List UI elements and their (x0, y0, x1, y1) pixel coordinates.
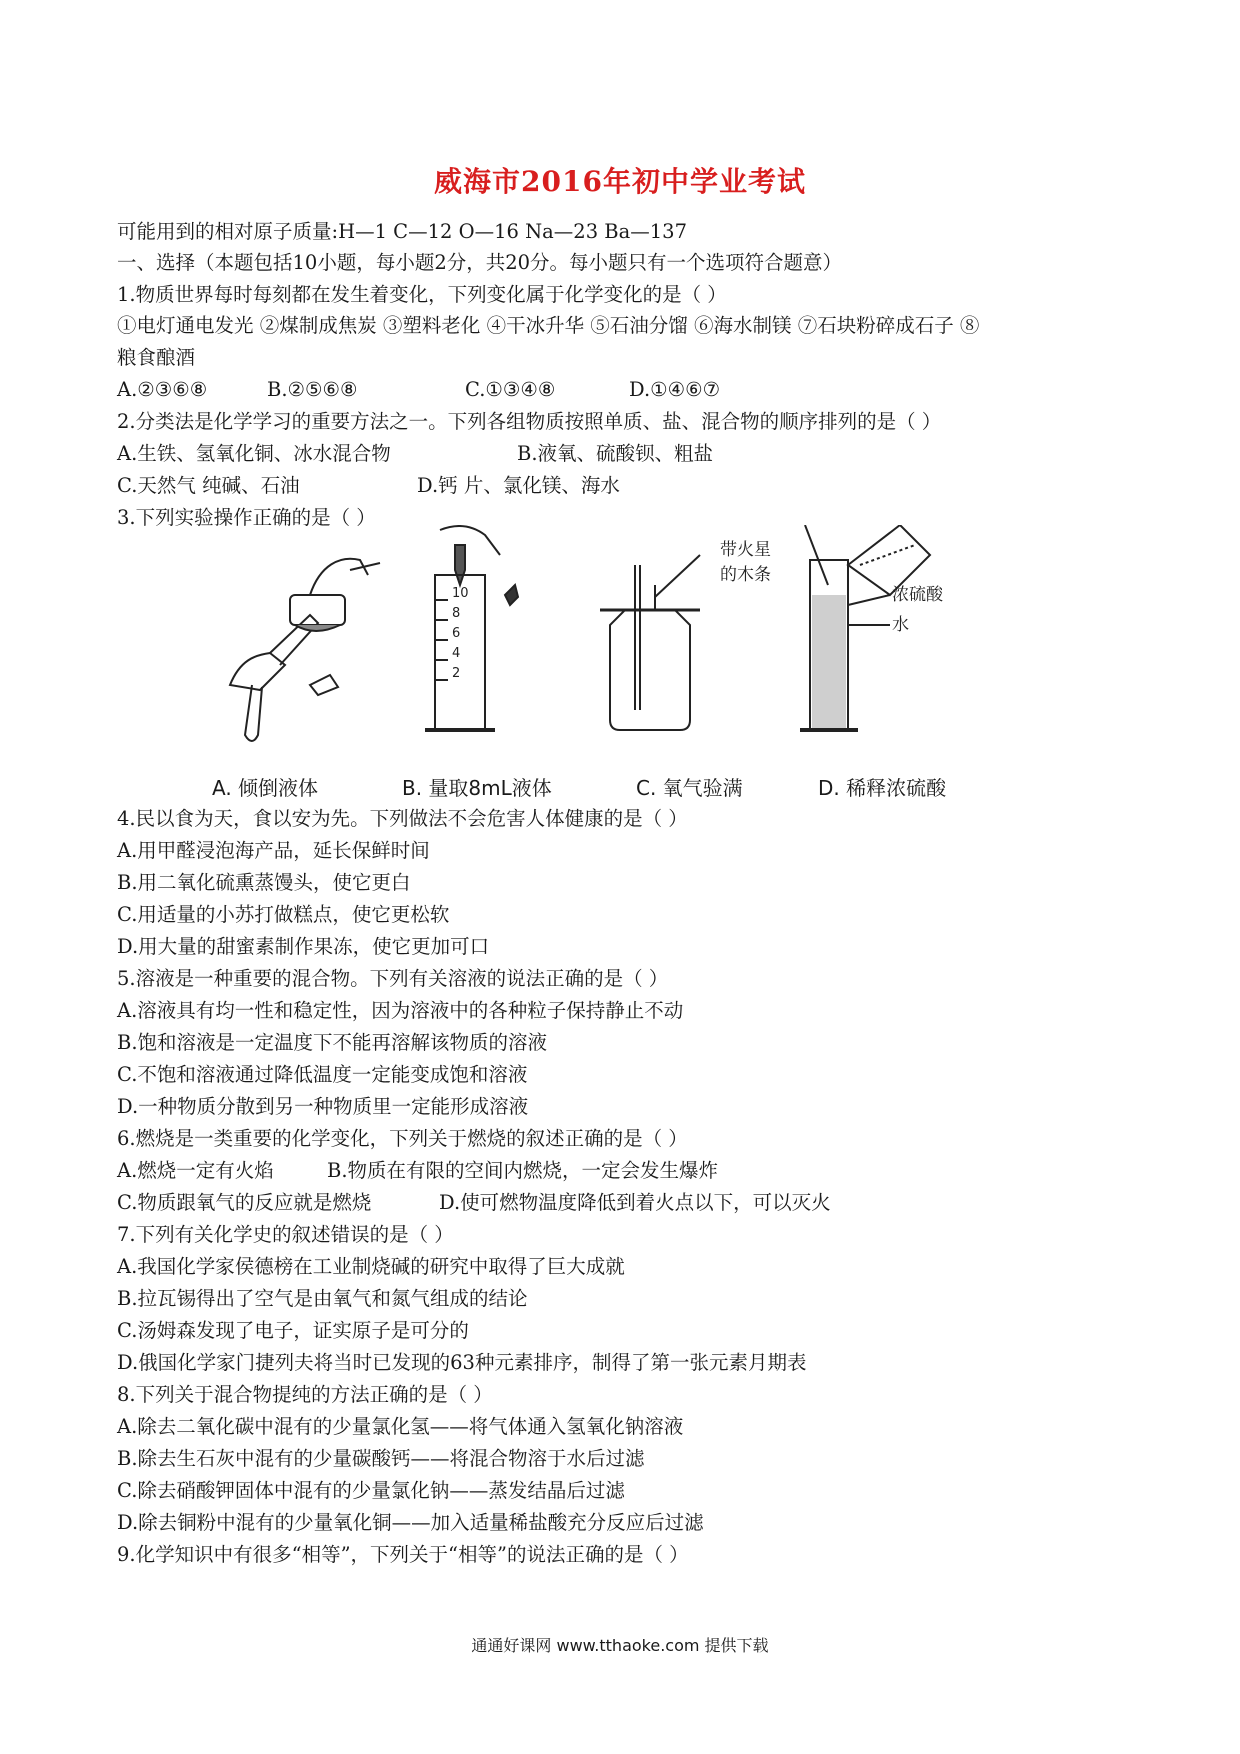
q2-option-d: D.钙 片、氯化镁、海水 (417, 474, 620, 497)
q5-stem: 5.溶液是一种重要的混合物。下列有关溶液的说法正确的是（ ） (117, 967, 669, 990)
q1-items-line2: 粮食酿酒 (117, 346, 196, 369)
q5-option-c: C.不饱和溶液通过降低温度一定能变成饱和溶液 (117, 1063, 528, 1086)
q1-items-line1: ①电灯通电发光 ②煤制成焦炭 ③塑料老化 ④干冰升华 ⑤石油分馏 ⑥海水制镁 ⑦石块粉碎成石子 ⑧ (117, 314, 980, 337)
q4-option-a: A.用甲醛浸泡海产品，延长保鲜时间 (117, 839, 430, 862)
caption-c: C. 氧气验满 (636, 776, 743, 800)
scale-6: 6 (452, 626, 461, 641)
q5-option-d: D.一种物质分散到另一种物质里一定能形成溶液 (117, 1095, 529, 1118)
q1-options (117, 378, 1017, 402)
q4-option-b: B.用二氧化硫熏蒸馒头，使它更白 (117, 871, 411, 894)
caption-b: B. 量取8mL液体 (402, 776, 552, 800)
q1-option-b: B.②⑤⑥⑧ (267, 378, 358, 401)
q5-option-b: B.饱和溶液是一定温度下不能再溶解该物质的溶液 (117, 1031, 548, 1054)
q7-option-b: B.拉瓦锡得出了空气是由氧气和氮气组成的结论 (117, 1287, 528, 1310)
q7-option-a: A.我国化学家侯德榜在工业制烧碱的研究中取得了巨大成就 (117, 1255, 625, 1278)
figure-c-labels (720, 540, 771, 585)
figure-c-oxygen-bottle (600, 555, 700, 730)
figure-d-dilution (800, 525, 930, 730)
q6-option-a: A.燃烧一定有火焰 (117, 1159, 274, 1182)
scale-8: 8 (452, 606, 461, 621)
section-heading: 一、选择（本题包括10小题，每小题2分，共20分。每小题只有一个选项符合题意） (117, 251, 843, 274)
q4-option-c: C.用适量的小苏打做糕点，使它更松软 (117, 903, 450, 926)
q8-option-d: D.除去铜粉中混有的少量氧化铜——加入适量稀盐酸充分反应后过滤 (117, 1511, 704, 1534)
label-glowing: 带火星 (720, 540, 771, 560)
q6-options-row2 (117, 1191, 1017, 1215)
q2-stem: 2.分类法是化学学习的重要方法之一。下列各组物质按照单质、盐、混合物的顺序排列的是（ ） (117, 410, 942, 433)
q3-figure (200, 525, 1000, 755)
label-acid: 浓硫酸 (892, 585, 943, 605)
q4-option-d: D.用大量的甜蜜素制作果冻，使它更加可口 (117, 935, 490, 958)
q8-stem: 8.下列关于混合物提纯的方法正确的是（ ） (117, 1383, 493, 1406)
q6-options-row1 (117, 1159, 1017, 1183)
q5-option-a: A.溶液具有均一性和稳定性，因为溶液中的各种粒子保持静止不动 (117, 999, 684, 1022)
figure-b-scale (452, 586, 469, 681)
q8-option-b: B.除去生石灰中混有的少量碳酸钙——将混合物溶于水后过滤 (117, 1447, 645, 1470)
q2-option-c: C.天然气 纯碱、石油 (117, 474, 300, 497)
q4-stem: 4.民以食为天，食以安为先。下列做法不会危害人体健康的是（ ） (117, 807, 688, 830)
scale-4: 4 (452, 646, 461, 661)
q8-option-a: A.除去二氧化碳中混有的少量氯化氢——将气体通入氢氧化钠溶液 (117, 1415, 684, 1438)
q2-options-row1 (117, 442, 1017, 466)
q7-stem: 7.下列有关化学史的叙述错误的是（ ） (117, 1223, 454, 1246)
figure-a-pouring-liquid (230, 559, 380, 741)
figure-d-labels (892, 585, 944, 635)
atomic-mass-line: 可能用到的相对原子质量:H—1 C—12 O—16 Na—23 Ba—137 (117, 220, 687, 243)
q9-stem: 9.化学知识中有很多“相等”，下列关于“相等”的说法正确的是（ ） (117, 1543, 689, 1566)
q1-option-d: D.①④⑥⑦ (629, 378, 721, 401)
q6-option-c: C.物质跟氧气的反应就是燃烧 (117, 1191, 372, 1214)
q6-option-d: D.使可燃物温度降低到着火点以下，可以灭火 (439, 1191, 831, 1214)
caption-a: A. 倾倒液体 (212, 776, 319, 800)
q1-option-a: A.②③⑥⑧ (117, 378, 208, 401)
q3-stem: 3.下列实验操作正确的是（ ） (117, 506, 376, 529)
q2-option-b: B.液氧、硫酸钡、粗盐 (517, 442, 714, 465)
label-water: 水 (892, 615, 909, 635)
scale-10: 10 (452, 586, 469, 601)
scale-2: 2 (452, 666, 461, 681)
label-stick: 的木条 (720, 565, 771, 585)
q6-option-b: B.物质在有限的空间内燃烧，一定会发生爆炸 (327, 1159, 719, 1182)
caption-d: D. 稀释浓硫酸 (818, 776, 947, 800)
exam-title: 威海市2016年初中学业考试 (434, 165, 806, 198)
page-footer: 通通好课网 www.tthaoke.com 提供下载 (471, 1636, 769, 1655)
q2-options-row2 (117, 474, 1017, 498)
q7-option-c: C.汤姆森发现了电子，证实原子是可分的 (117, 1319, 469, 1342)
q1-option-c: C.①③④⑧ (465, 378, 556, 401)
q7-option-d: D.俄国化学家门捷列夫将当时已发现的63种元素排序，制得了第一张元素月期表 (117, 1351, 807, 1374)
figure-b-graduated-cylinder (425, 526, 518, 730)
q2-option-a: A.生铁、氢氧化铜、冰水混合物 (117, 442, 391, 465)
q8-option-c: C.除去硝酸钾固体中混有的少量氯化钠——蒸发结晶后过滤 (117, 1479, 625, 1502)
q6-stem: 6.燃烧是一类重要的化学变化，下列关于燃烧的叙述正确的是（ ） (117, 1127, 688, 1150)
q1-stem: 1.物质世界每时每刻都在发生着变化，下列变化属于化学变化的是（ ） (117, 283, 727, 306)
